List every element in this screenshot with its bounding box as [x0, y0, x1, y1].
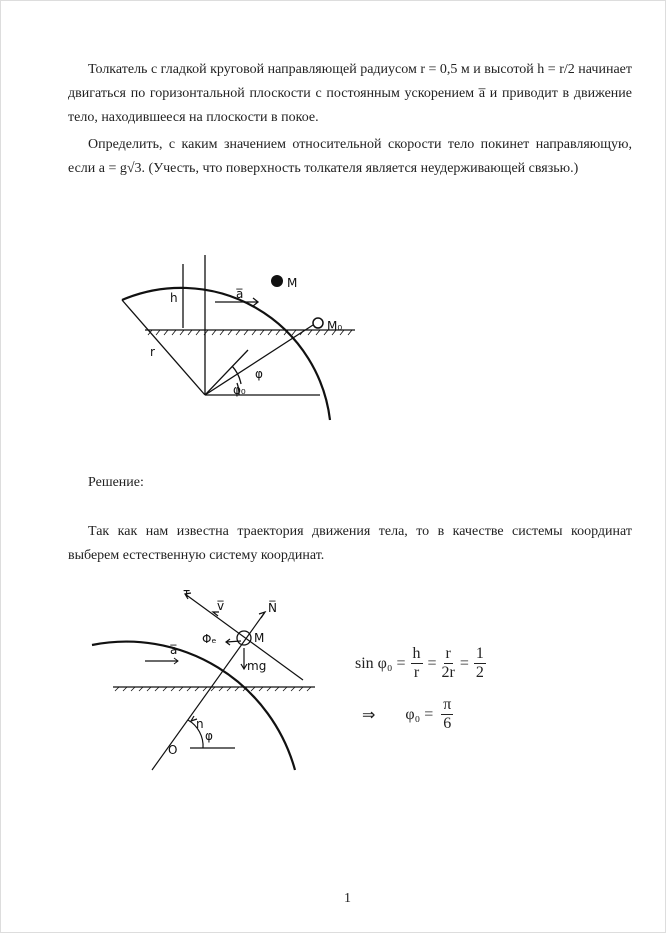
eq2-lhs: φ₀ =	[405, 705, 434, 723]
implies-symbol: ⇒	[362, 706, 376, 724]
fraction-r-2r	[442, 645, 455, 682]
label-n: n	[196, 717, 204, 731]
frac-num: 1	[475, 645, 484, 662]
frac-den: r	[413, 664, 420, 681]
fraction-pi-6	[441, 696, 453, 733]
fraction-h-r	[411, 645, 423, 682]
frac-num: π	[443, 696, 452, 713]
label-r: r	[150, 345, 155, 359]
solution-heading: Решение:	[88, 475, 144, 490]
label-mg: mg	[247, 659, 267, 673]
frac-num: r	[445, 645, 451, 662]
label-M-2: M	[254, 631, 265, 645]
equation-sin-phi0	[355, 645, 486, 682]
label-N: N̅	[268, 601, 277, 615]
label-M: M	[287, 276, 298, 290]
page-number: 1	[344, 891, 351, 906]
label-v: v̅	[217, 599, 225, 613]
problem-text-2: Определить, с каким значением относительной скорости тело покинет направляющую, если a = g√3. (Учесть, что поверхность толкателя является неудерживающей связью.)	[68, 137, 632, 176]
eq1-lhs: sin φ₀ =	[355, 654, 406, 672]
frac-num: h	[412, 645, 421, 662]
frac-den: 6	[443, 715, 452, 732]
label-h: h	[170, 291, 178, 305]
body-M-marker-2	[237, 631, 251, 645]
equation-phi0	[362, 696, 453, 733]
label-a: a̅	[236, 287, 244, 301]
label-phi: φ	[255, 367, 263, 381]
label-phi-2: φ	[205, 729, 213, 743]
solution-text: Так как нам известна траектория движения тела, то в качестве системы координат выберем естественную систему координат.	[68, 524, 632, 563]
frac-den: 2	[475, 664, 484, 681]
fraction-1-2	[474, 645, 486, 682]
label-a-2: a̅	[170, 643, 178, 657]
equals: =	[459, 654, 469, 672]
label-M0: M₀	[327, 319, 343, 333]
label-phi-e: Φₑ	[202, 632, 217, 646]
frac-den: 2r	[441, 664, 455, 681]
equals: =	[427, 654, 437, 672]
label-O: O	[168, 743, 178, 757]
label-tau: τ	[183, 586, 191, 600]
label-phi0: φ₀	[233, 383, 246, 397]
problem-text-1: Толкатель с гладкой круговой направляющей радиусом r = 0,5 м и высотой h = r/2 начинает двигаться по горизонтальной плоскости с постоянным ускорением a̅ и приводит в движение тело, находившееся на плоскости в покое.	[68, 62, 632, 125]
